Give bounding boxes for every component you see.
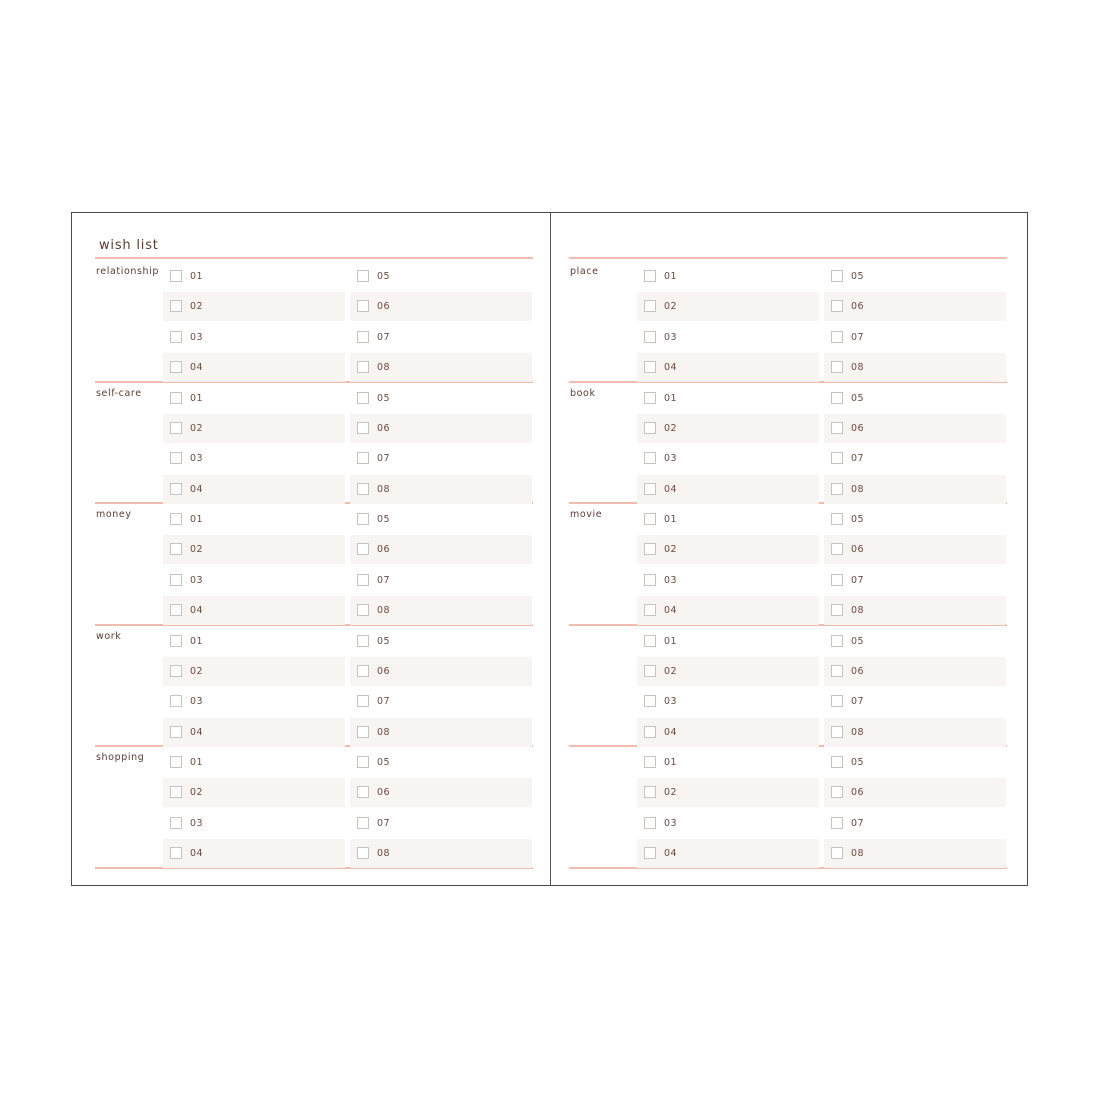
checklist-item[interactable] [163, 657, 345, 686]
wish-section [569, 260, 1007, 382]
checklist-item[interactable] [824, 475, 1006, 504]
checklist-item[interactable] [637, 475, 819, 504]
checklist-item[interactable] [637, 687, 819, 716]
checkbox[interactable] [644, 695, 656, 707]
checkbox[interactable] [644, 574, 656, 586]
item-number: 06 [851, 665, 865, 677]
checkbox[interactable] [831, 300, 843, 312]
item-number: 04 [664, 726, 678, 738]
checkbox[interactable] [357, 331, 369, 343]
checklist-item[interactable] [637, 444, 819, 473]
item-number: 04 [190, 483, 204, 495]
item-number: 02 [190, 787, 204, 799]
checklist-item[interactable] [824, 718, 1006, 747]
checkbox[interactable] [831, 543, 843, 555]
checklist-item[interactable] [163, 475, 345, 504]
checkbox[interactable] [170, 543, 182, 555]
checkbox[interactable] [357, 452, 369, 464]
item-number: 08 [377, 605, 391, 617]
checkbox[interactable] [644, 361, 656, 373]
checkbox[interactable] [831, 817, 843, 829]
checkbox[interactable] [644, 513, 656, 525]
section-label: self-care [96, 387, 142, 399]
checklist-item[interactable] [824, 353, 1006, 382]
checklist-item[interactable] [350, 566, 532, 595]
checklist-item[interactable] [824, 323, 1006, 352]
checkbox[interactable] [170, 756, 182, 768]
checkbox[interactable] [831, 665, 843, 677]
checkbox[interactable] [170, 361, 182, 373]
checkbox[interactable] [644, 483, 656, 495]
checkbox[interactable] [831, 847, 843, 859]
item-number: 02 [190, 301, 204, 313]
checklist-item[interactable] [637, 809, 819, 838]
checklist-item[interactable] [163, 323, 345, 352]
item-number: 05 [851, 392, 865, 404]
item-number: 02 [190, 665, 204, 677]
checklist-item[interactable] [637, 384, 819, 413]
checklist-item[interactable] [637, 414, 819, 443]
section-label: place [570, 266, 599, 277]
checkbox[interactable] [357, 422, 369, 434]
checkbox[interactable] [831, 392, 843, 404]
checklist-item[interactable] [350, 627, 532, 656]
checkbox[interactable] [170, 635, 182, 647]
checkbox[interactable] [831, 574, 843, 586]
item-number: 04 [190, 726, 204, 738]
section-label: book [570, 387, 596, 399]
item-number: 02 [664, 665, 678, 677]
checkbox[interactable] [644, 392, 656, 404]
checkbox[interactable] [357, 695, 369, 707]
checkbox[interactable] [170, 270, 182, 282]
checklist-item[interactable] [824, 627, 1006, 656]
checklist-item[interactable] [350, 323, 532, 352]
item-number: 07 [377, 331, 391, 343]
checklist-item[interactable] [350, 718, 532, 747]
checklist-item[interactable] [824, 687, 1006, 716]
title-divider [95, 257, 533, 259]
checklist-item[interactable] [163, 444, 345, 473]
checkbox[interactable] [644, 543, 656, 555]
item-number: 04 [664, 605, 678, 617]
item-number: 02 [190, 544, 204, 556]
page-title: wish list [99, 238, 159, 253]
checkbox[interactable] [644, 300, 656, 312]
checklist-item[interactable] [824, 505, 1006, 534]
checkbox[interactable] [644, 331, 656, 343]
checkbox[interactable] [831, 604, 843, 616]
section-label: work [96, 630, 122, 642]
item-number: 04 [190, 848, 204, 860]
checklist-item[interactable] [163, 627, 345, 656]
checklist-item[interactable] [163, 596, 345, 625]
item-number: 03 [664, 453, 678, 465]
wish-section [569, 625, 1007, 747]
checkbox[interactable] [170, 817, 182, 829]
item-number: 08 [377, 483, 391, 495]
item-number: 03 [664, 696, 678, 708]
checkbox[interactable] [831, 361, 843, 373]
item-number: 07 [377, 817, 391, 829]
item-number: 03 [190, 696, 204, 708]
checklist-item[interactable] [637, 839, 819, 868]
item-number: 03 [664, 331, 678, 343]
item-number: 05 [377, 392, 391, 404]
checkbox[interactable] [170, 574, 182, 586]
checklist-item[interactable] [824, 384, 1006, 413]
checklist-item[interactable] [824, 839, 1006, 868]
item-number: 08 [851, 726, 865, 738]
checklist-item[interactable] [637, 657, 819, 686]
item-number: 05 [377, 271, 391, 282]
item-number: 06 [851, 422, 865, 434]
checkbox[interactable] [831, 483, 843, 495]
wish-section [95, 625, 533, 747]
item-number: 05 [851, 757, 865, 768]
checkbox[interactable] [357, 817, 369, 829]
checkbox[interactable] [644, 786, 656, 798]
item-number: 06 [851, 787, 865, 799]
checklist-item[interactable] [824, 809, 1006, 838]
checkbox[interactable] [644, 635, 656, 647]
checkbox[interactable] [644, 756, 656, 768]
checklist-item[interactable] [350, 839, 532, 868]
item-number: 01 [190, 392, 204, 404]
checklist-item[interactable] [350, 414, 532, 443]
checkbox[interactable] [831, 270, 843, 282]
checklist-item[interactable] [824, 748, 1006, 777]
checklist-item[interactable] [350, 384, 532, 413]
item-number: 06 [377, 544, 391, 556]
checklist-item[interactable] [350, 353, 532, 382]
checkbox[interactable] [357, 300, 369, 312]
checklist-item[interactable] [824, 596, 1006, 625]
checklist-item[interactable] [350, 292, 532, 321]
wish-section [95, 260, 533, 382]
item-number: 01 [664, 392, 678, 404]
item-number: 03 [190, 817, 204, 829]
checkbox[interactable] [357, 483, 369, 495]
item-number: 05 [377, 635, 391, 647]
checkbox[interactable] [170, 452, 182, 464]
item-number: 07 [377, 696, 391, 708]
item-number: 07 [851, 453, 865, 465]
checkbox[interactable] [170, 392, 182, 404]
item-number: 06 [851, 544, 865, 556]
wish-section [569, 382, 1007, 504]
checklist-item[interactable] [350, 778, 532, 807]
checkbox[interactable] [831, 513, 843, 525]
item-number: 08 [851, 483, 865, 495]
item-number: 03 [664, 817, 678, 829]
checkbox[interactable] [170, 331, 182, 343]
checkbox[interactable] [831, 635, 843, 647]
checkbox[interactable] [644, 452, 656, 464]
item-number: 07 [851, 817, 865, 829]
checkbox[interactable] [357, 756, 369, 768]
item-number: 07 [851, 696, 865, 708]
checkbox[interactable] [644, 726, 656, 738]
checkbox[interactable] [644, 604, 656, 616]
checkbox[interactable] [831, 422, 843, 434]
checklist-item[interactable] [163, 262, 345, 291]
item-number: 05 [851, 635, 865, 647]
checklist-item[interactable] [637, 323, 819, 352]
item-number: 05 [377, 757, 391, 768]
checklist-item[interactable] [637, 718, 819, 747]
item-number: 06 [377, 301, 391, 313]
checklist-item[interactable] [163, 566, 345, 595]
item-number: 06 [377, 665, 391, 677]
item-number: 01 [664, 514, 678, 525]
item-number: 02 [664, 422, 678, 434]
checkbox[interactable] [357, 513, 369, 525]
checklist-item[interactable] [637, 778, 819, 807]
item-number: 04 [664, 483, 678, 495]
checkbox[interactable] [357, 543, 369, 555]
item-number: 05 [851, 514, 865, 525]
item-number: 07 [851, 331, 865, 343]
checklist-item[interactable] [637, 535, 819, 564]
checklist-item[interactable] [350, 444, 532, 473]
checkbox[interactable] [170, 847, 182, 859]
checklist-item[interactable] [163, 353, 345, 382]
checklist-item[interactable] [163, 535, 345, 564]
checklist-item[interactable] [163, 748, 345, 777]
checkbox[interactable] [357, 574, 369, 586]
checkbox[interactable] [357, 270, 369, 282]
item-number: 05 [851, 271, 865, 282]
checklist-item[interactable] [637, 748, 819, 777]
section-label: relationship [96, 266, 160, 277]
checklist-item[interactable] [163, 809, 345, 838]
checklist-item[interactable] [163, 384, 345, 413]
title-divider-right [569, 257, 1007, 259]
item-number: 01 [190, 757, 204, 768]
item-number: 01 [664, 757, 678, 768]
item-number: 05 [377, 514, 391, 525]
item-number: 01 [190, 514, 204, 525]
checklist-item[interactable] [824, 444, 1006, 473]
checkbox[interactable] [357, 726, 369, 738]
checklist-item[interactable] [637, 596, 819, 625]
checklist-item[interactable] [163, 839, 345, 868]
checklist-item[interactable] [824, 535, 1006, 564]
checklist-item[interactable] [163, 292, 345, 321]
checklist-item[interactable] [350, 535, 532, 564]
item-number: 06 [377, 422, 391, 434]
planner-spread [71, 212, 1028, 886]
checklist-item[interactable] [637, 353, 819, 382]
item-number: 02 [664, 787, 678, 799]
checkbox[interactable] [357, 604, 369, 616]
checkbox[interactable] [357, 786, 369, 798]
item-number: 03 [190, 453, 204, 465]
wish-section [569, 503, 1007, 625]
item-number: 02 [664, 301, 678, 313]
item-number: 08 [851, 848, 865, 860]
checkbox[interactable] [831, 452, 843, 464]
checkbox[interactable] [170, 786, 182, 798]
wish-section [95, 746, 533, 868]
checkbox[interactable] [357, 665, 369, 677]
item-number: 03 [664, 574, 678, 586]
checkbox[interactable] [831, 786, 843, 798]
wish-section [569, 746, 1007, 868]
item-number: 01 [190, 271, 204, 282]
item-number: 08 [851, 605, 865, 617]
checkbox[interactable] [170, 422, 182, 434]
checkbox[interactable] [644, 817, 656, 829]
checklist-item[interactable] [350, 748, 532, 777]
checkbox[interactable] [170, 665, 182, 677]
checklist-item[interactable] [163, 505, 345, 534]
checkbox[interactable] [831, 331, 843, 343]
item-number: 01 [664, 271, 678, 282]
checkbox[interactable] [170, 726, 182, 738]
checklist-item[interactable] [163, 687, 345, 716]
item-number: 04 [664, 848, 678, 860]
checklist-item[interactable] [637, 292, 819, 321]
checklist-item[interactable] [824, 414, 1006, 443]
checkbox[interactable] [170, 695, 182, 707]
checklist-item[interactable] [350, 505, 532, 534]
item-number: 07 [851, 574, 865, 586]
checklist-item[interactable] [350, 687, 532, 716]
item-number: 04 [190, 605, 204, 617]
checkbox[interactable] [170, 604, 182, 616]
checklist-item[interactable] [637, 505, 819, 534]
checklist-item[interactable] [350, 475, 532, 504]
item-number: 03 [190, 331, 204, 343]
checkbox[interactable] [357, 847, 369, 859]
checklist-item[interactable] [637, 627, 819, 656]
item-number: 02 [664, 544, 678, 556]
checklist-item[interactable] [350, 657, 532, 686]
wish-section [95, 503, 533, 625]
section-label: money [96, 509, 132, 520]
checklist-item[interactable] [637, 262, 819, 291]
item-number: 07 [377, 453, 391, 465]
item-number: 04 [190, 362, 204, 374]
item-number: 07 [377, 574, 391, 586]
checklist-item[interactable] [824, 778, 1006, 807]
checkbox[interactable] [170, 483, 182, 495]
checkbox[interactable] [831, 726, 843, 738]
section-label: movie [570, 509, 603, 520]
item-number: 08 [851, 362, 865, 374]
checklist-item[interactable] [824, 292, 1006, 321]
checkbox[interactable] [170, 513, 182, 525]
checkbox[interactable] [644, 270, 656, 282]
item-number: 03 [190, 574, 204, 586]
checkbox[interactable] [644, 422, 656, 434]
checklist-item[interactable] [637, 566, 819, 595]
page-spine [550, 213, 551, 885]
checkbox[interactable] [170, 300, 182, 312]
item-number: 08 [377, 726, 391, 738]
item-number: 04 [664, 362, 678, 374]
checklist-item[interactable] [350, 596, 532, 625]
checklist-item[interactable] [163, 718, 345, 747]
item-number: 02 [190, 422, 204, 434]
section-label: shopping [96, 752, 145, 763]
item-number: 01 [190, 635, 204, 647]
checkbox[interactable] [831, 695, 843, 707]
item-number: 08 [377, 848, 391, 860]
checklist-item[interactable] [350, 809, 532, 838]
checkbox[interactable] [357, 392, 369, 404]
checklist-item[interactable] [350, 262, 532, 291]
wish-section [95, 382, 533, 504]
checklist-item[interactable] [824, 657, 1006, 686]
checklist-item[interactable] [163, 414, 345, 443]
checkbox[interactable] [357, 635, 369, 647]
checkbox[interactable] [357, 361, 369, 373]
checkbox[interactable] [644, 847, 656, 859]
checklist-item[interactable] [163, 778, 345, 807]
item-number: 01 [664, 635, 678, 647]
item-number: 06 [377, 787, 391, 799]
checklist-item[interactable] [824, 566, 1006, 595]
checklist-item[interactable] [824, 262, 1006, 291]
checkbox[interactable] [644, 665, 656, 677]
item-number: 08 [377, 362, 391, 374]
item-number: 06 [851, 301, 865, 313]
checkbox[interactable] [831, 756, 843, 768]
